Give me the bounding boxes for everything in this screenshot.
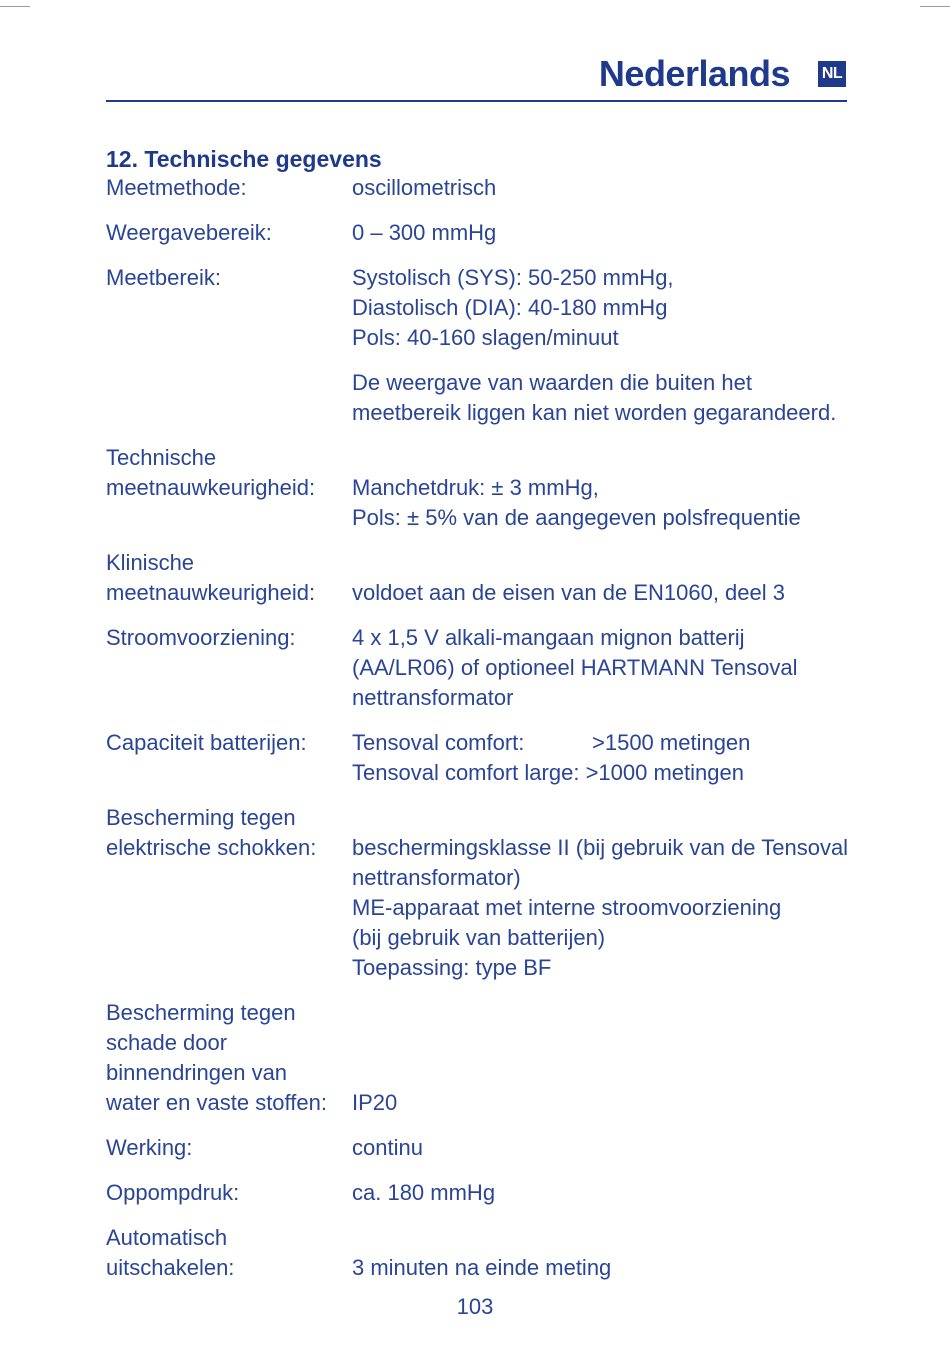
spec-row-oppompdruk (106, 1178, 866, 1208)
spec-row-werking (106, 1133, 866, 1163)
header-divider (106, 100, 847, 102)
spec-label-line: uitschakelen: (106, 1255, 235, 1280)
spec-row-meetbereik (106, 263, 866, 428)
spec-label-line: meetnauwkeurigheid: (106, 475, 316, 500)
spec-label (106, 1223, 352, 1283)
spec-label-line: Klinische (106, 550, 195, 575)
spec-value-line: Toepassing: type BF (352, 955, 552, 980)
spec-value-line: 3 minuten na einde meting (352, 1255, 612, 1280)
capacity-item-name: Tensoval comfort: (352, 730, 525, 755)
crop-mark-right (920, 6, 950, 7)
spec-note-line: meetbereik liggen kan niet worden gegarandeerd. (352, 400, 837, 425)
spec-row-klinische-meetnauwkeurigheid (106, 548, 866, 608)
spec-label-line: elektrische schokken: (106, 835, 317, 860)
spec-value: continu (352, 1135, 423, 1160)
spec-label-line: schade door (106, 1030, 228, 1055)
spec-value-line: Manchetdruk: ± 3 mmHg, (352, 475, 599, 500)
spec-row-capaciteit-batterijen (106, 728, 866, 788)
spec-value-line: nettransformator) (352, 865, 521, 890)
specifications-list (106, 173, 866, 1283)
capacity-item (352, 728, 866, 758)
spec-value: 0 – 300 mmHg (352, 220, 497, 245)
spec-label: Stroomvoorziening: (106, 625, 296, 650)
spec-row-technische-meetnauwkeurigheid (106, 443, 866, 533)
spec-value (352, 728, 866, 788)
spec-label: Capaciteit batterijen: (106, 730, 307, 755)
spec-label-line: meetnauwkeurigheid: (106, 580, 316, 605)
spec-label (106, 548, 352, 608)
spec-label (106, 443, 352, 533)
spec-label-line: water en vaste stoffen: (106, 1090, 327, 1115)
spec-row-weergavebereik (106, 218, 866, 248)
spec-value (352, 443, 866, 533)
spec-value (352, 998, 866, 1118)
spec-row-meetmethode (106, 173, 866, 203)
spec-value (352, 623, 866, 713)
spec-value-line: ME-apparaat met interne stroomvoorziening (352, 895, 782, 920)
spec-label: Werking: (106, 1135, 193, 1160)
spec-value-line: (AA/LR06) of optioneel HARTMANN Tensoval (352, 655, 798, 680)
language-badge: NL (818, 61, 846, 87)
spec-row-automatisch-uitschakelen (106, 1223, 866, 1283)
spec-label: Weergavebereik: (106, 220, 272, 245)
spec-note-line: De weergave van waarden die buiten het (352, 370, 752, 395)
spec-label-line: Automatisch (106, 1225, 228, 1250)
capacity-item-value: >1500 metingen (592, 730, 751, 755)
spec-row-bescherming-elektrisch (106, 803, 866, 983)
spec-label (106, 998, 352, 1118)
page-language-title: Nederlands (598, 53, 790, 94)
spec-value (352, 263, 866, 428)
spec-value (352, 1223, 866, 1283)
spec-value: ca. 180 mmHg (352, 1180, 496, 1205)
spec-value (352, 548, 866, 608)
spec-label: Oppompdruk: (106, 1180, 240, 1205)
spec-value-line: 4 x 1,5 V alkali-mangaan mignon batterij (352, 625, 745, 650)
spec-value: oscillometrisch (352, 175, 497, 200)
capacity-item-name: Tensoval comfort large: (352, 760, 580, 785)
spec-row-stroomvoorziening (106, 623, 866, 713)
spec-value (352, 803, 866, 983)
spec-label-line: Bescherming tegen (106, 805, 296, 830)
spec-label: Meetmethode: (106, 175, 247, 200)
spec-value-line: (bij gebruik van batterijen) (352, 925, 606, 950)
section-title: 12. Technische gegevens (106, 146, 382, 172)
spec-value-line: Pols: 40-160 slagen/minuut (352, 325, 619, 350)
spec-row-bescherming-water (106, 998, 866, 1118)
capacity-item (352, 758, 866, 788)
spec-label-line: Technische (106, 445, 217, 470)
crop-mark-left (0, 6, 30, 7)
capacity-item-value: >1000 metingen (585, 760, 744, 785)
spec-label: Meetbereik: (106, 265, 221, 290)
page-number: 103 (456, 1294, 494, 1319)
spec-value-line: Systolisch (SYS): 50-250 mmHg, (352, 265, 674, 290)
spec-value-line: beschermingsklasse II (bij gebruik van de Tensoval (352, 835, 849, 860)
spec-value-line: IP20 (352, 1090, 398, 1115)
spec-label-line: Bescherming tegen (106, 1000, 296, 1025)
spec-label (106, 803, 352, 983)
spec-value-line: nettransformator (352, 685, 514, 710)
spec-value-line: Diastolisch (DIA): 40-180 mmHg (352, 295, 668, 320)
spec-value-line: voldoet aan de eisen van de EN1060, deel 3 (352, 580, 785, 605)
spec-value-line: Pols: ± 5% van de aangegeven polsfrequentie (352, 505, 801, 530)
spec-label-line: binnendringen van (106, 1060, 288, 1085)
